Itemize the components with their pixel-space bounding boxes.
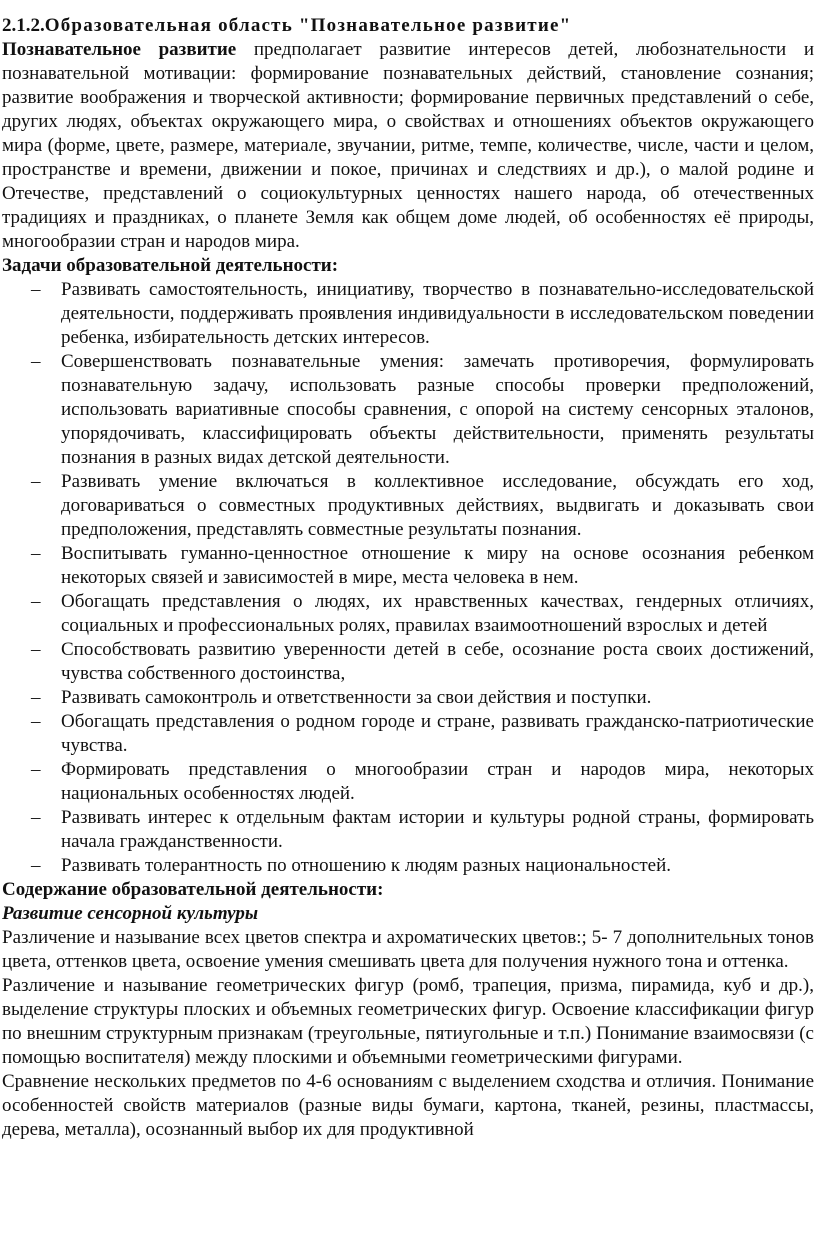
list-item bbox=[2, 470, 814, 542]
list-item-text: Обогащать представления о родном городе и стране, развивать гражданско-патриотические чувства. bbox=[61, 711, 814, 756]
dash-bullet: – bbox=[31, 279, 41, 300]
dash-bullet: – bbox=[31, 687, 41, 708]
list-item-text: Развивать интерес к отдельным фактам истории и культуры родной страны, формировать начала гражданственности. bbox=[61, 807, 814, 852]
dash-bullet: – bbox=[31, 471, 41, 492]
content-paragraph: Различение и называние всех цветов спектра и ахроматических цветов:; 5- 7 дополнительных тонов цвета, оттенков цвета, освоение умения смешивать цвета для получения нужного тона и оттенка. bbox=[2, 927, 814, 972]
dash-bullet: – bbox=[31, 855, 41, 876]
dash-bullet: – bbox=[31, 351, 41, 372]
list-item bbox=[2, 542, 814, 590]
content-paragraph: Сравнение нескольких предметов по 4-6 основаниям с выделением сходства и отличия. Понимание особенностей свойств материалов (разные виды бумаги, картона, тканей, резины, пластмассы, дерева, металла), осознанный выбор их для продуктивной bbox=[2, 1071, 814, 1140]
dash-bullet: – bbox=[31, 759, 41, 780]
list-item bbox=[2, 278, 814, 350]
list-item-text: Развивать самоконтроль и ответственности за свои действия и поступки. bbox=[61, 687, 652, 708]
dash-bullet: – bbox=[31, 639, 41, 660]
content-heading: Содержание образовательной деятельности: bbox=[2, 879, 384, 900]
list-item-text: Развивать толерантность по отношению к людям разных национальностей. bbox=[61, 855, 671, 876]
list-item bbox=[2, 350, 814, 470]
tasks-list bbox=[2, 278, 814, 878]
dash-bullet: – bbox=[31, 591, 41, 612]
intro-paragraph bbox=[2, 38, 814, 254]
list-item bbox=[2, 638, 814, 686]
intro-term: Познавательное развитие bbox=[2, 39, 237, 60]
content-subheading: Развитие сенсорной культуры bbox=[2, 903, 259, 924]
intro-text: предполагает развитие интересов детей, любознательности и познавательной мотивации: формирование познавательных действий, становление сознания; развитие воображения и творческой активности; формирование первичных представлений о себе, других людях, объектах окружающего мира, о свойствах и отношениях объектов окружающего мира (форме, цвете, размере, материале, звучании, ритме, темпе, количестве, числе, части и целом, пространстве и времени, движении и покое, причинах и следствиях и др.), о малой родине и Отечестве, представлений о социокультурных ценностях нашего народа, об отечественных традициях и праздниках, о планете Земля как общем доме людей, об особенностях её природы, многообразии стран и народов мира. bbox=[2, 39, 814, 252]
dash-bullet: – bbox=[31, 807, 41, 828]
list-item-text: Развивать умение включаться в коллективное исследование, обсуждать его ход, договариваться о совместных продуктивных действиях, выдвигать и доказывать свои предположения, представлять совместные результаты познания. bbox=[61, 471, 814, 540]
list-item bbox=[2, 686, 814, 710]
content-paragraph: Различение и называние геометрических фигур (ромб, трапеция, призма, пирамида, куб и др.), выделение структуры плоских и объемных геометрических фигур. Освоение классификации фигур по внешним структурным признакам (треугольные, пятиугольные и т.п.) Понимание взаимосвязи (с помощью воспитателя) между плоскими и объемными геометрическими фигурами. bbox=[2, 975, 814, 1068]
list-item bbox=[2, 710, 814, 758]
list-item bbox=[2, 806, 814, 854]
list-item-text: Формировать представления о многообразии стран и народов мира, некоторых национальных особенностях людей. bbox=[61, 759, 814, 804]
list-item bbox=[2, 854, 814, 878]
section-number: 2.1.2. bbox=[2, 15, 45, 36]
list-item-text: Воспитывать гуманно-ценностное отношение к миру на основе осознания ребенком некоторых связей и зависимостей в мире, места человека в нем. bbox=[61, 543, 814, 588]
document-page bbox=[2, 14, 814, 1142]
list-item bbox=[2, 758, 814, 806]
section-title bbox=[2, 14, 814, 38]
dash-bullet: – bbox=[31, 543, 41, 564]
tasks-heading: Задачи образовательной деятельности: bbox=[2, 255, 339, 276]
list-item-text: Совершенствовать познавательные умения: замечать противоречия, формулировать познавательную задачу, использовать разные способы проверки предположений, использовать вариативные способы сравнения, с опорой на систему сенсорных эталонов, упорядочивать, классифицировать объекты действительности, применять результаты познания в разных видах детской деятельности. bbox=[61, 351, 814, 468]
dash-bullet: – bbox=[31, 711, 41, 732]
list-item-text: Развивать самостоятельность, инициативу, творчество в познавательно-исследовательской деятельности, поддерживать проявления индивидуальности в исследовательском поведении ребенка, избирательность детских интересов. bbox=[61, 279, 814, 348]
section-title-text: Образовательная область "Познавательное развитие" bbox=[44, 15, 572, 36]
list-item bbox=[2, 590, 814, 638]
list-item-text: Способствовать развитию уверенности детей в себе, осознание роста своих достижений, чувства собственного достоинства, bbox=[61, 639, 814, 684]
list-item-text: Обогащать представления о людях, их нравственных качествах, гендерных отличиях, социальных и профессиональных ролях, правилах взаимоотношений взрослых и детей bbox=[61, 591, 814, 636]
